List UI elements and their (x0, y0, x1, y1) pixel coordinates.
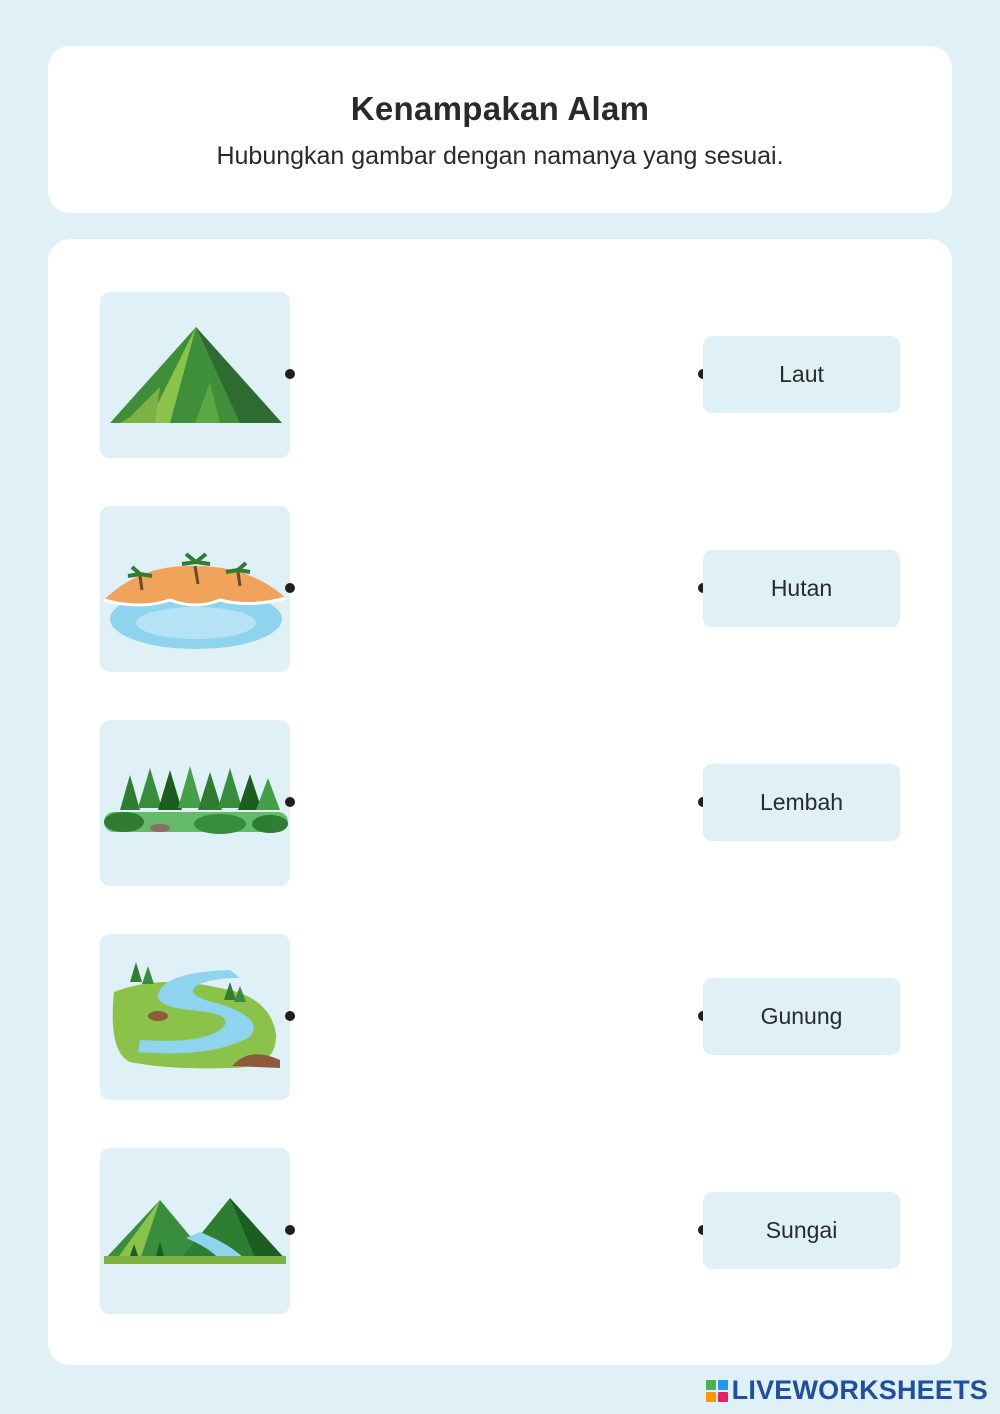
island-icon (100, 506, 290, 672)
picture-tile-river (100, 934, 290, 1100)
word-box-laut[interactable]: Laut (703, 336, 900, 413)
mountain-icon (100, 292, 290, 458)
picture-dot[interactable] (285, 1011, 295, 1021)
word-box-hutan[interactable]: Hutan (703, 550, 900, 627)
word-box-sungai[interactable]: Sungai (703, 1192, 900, 1269)
brand-watermark (706, 1375, 988, 1406)
matching-area (48, 239, 952, 1365)
picture-dot[interactable] (285, 369, 295, 379)
brand-name: LIVEWORKSHEETS (731, 1375, 988, 1405)
forest-icon (100, 720, 290, 886)
word-box-lembah[interactable]: Lembah (703, 764, 900, 841)
river-icon (100, 934, 290, 1100)
picture-tile-island (100, 506, 290, 672)
picture-dot[interactable] (285, 1225, 295, 1235)
picture-dot[interactable] (285, 583, 295, 593)
page-title: Kenampakan Alam (350, 90, 650, 127)
liveworksheets-logo-icon (706, 1380, 728, 1402)
valley-icon (100, 1148, 290, 1314)
picture-dot[interactable] (285, 797, 295, 807)
instructions: Hubungkan gambar dengan namanya yang sesuai. (216, 142, 784, 170)
picture-tile-forest (100, 720, 290, 886)
word-box-gunung[interactable]: Gunung (703, 978, 900, 1055)
header-card (48, 46, 952, 213)
picture-tile-mountain (100, 292, 290, 458)
picture-tile-valley (100, 1148, 290, 1314)
